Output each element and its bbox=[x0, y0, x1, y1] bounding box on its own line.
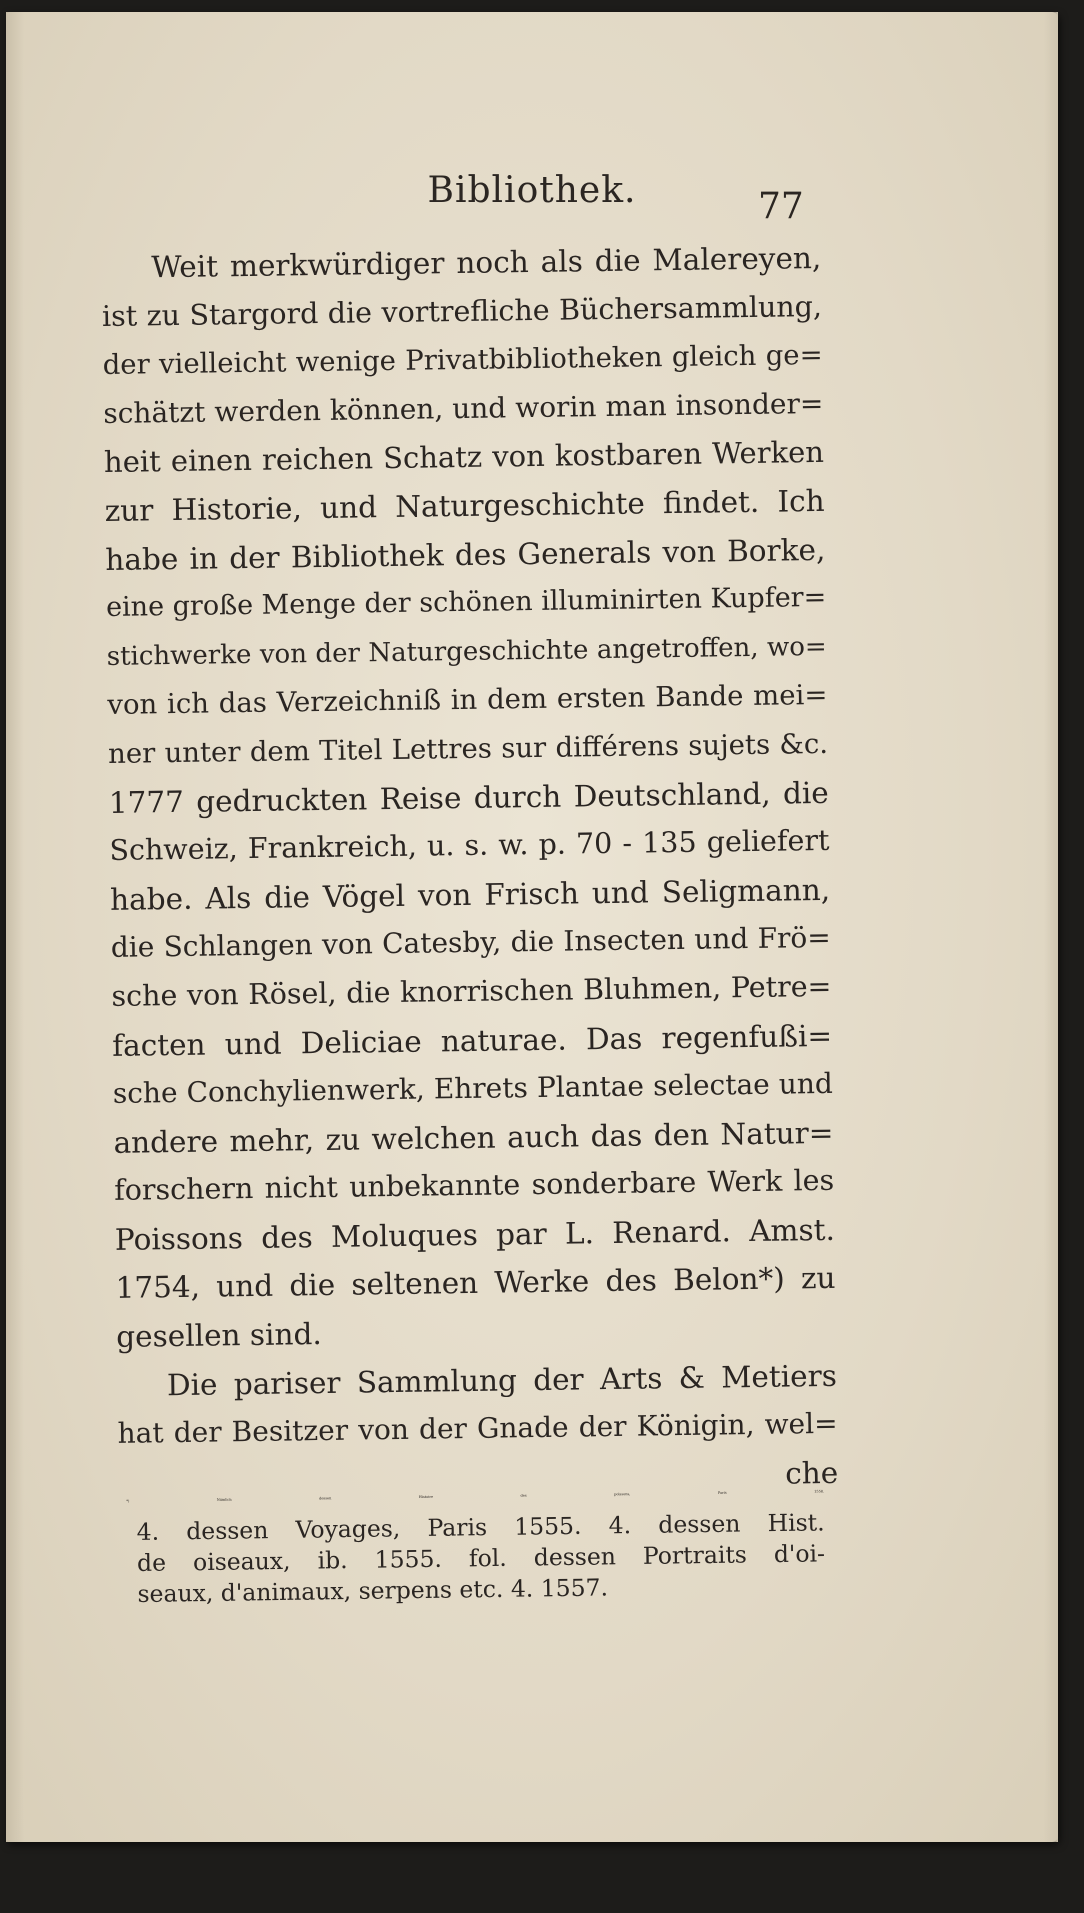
text-line: die Schlangen von Catesby, die Insecten und Frö= bbox=[110, 921, 831, 965]
text-line: habe. Als die Vögel von Frisch und Seligmann, bbox=[109, 872, 831, 917]
text-line: habe in der Bibliothek des Generals von Borke, bbox=[105, 532, 826, 577]
text-line: sche Conchylienwerk, Ehrets Plantae selectae und bbox=[112, 1066, 834, 1111]
text-line: zur Historie, und Naturgeschichte findet. Ich bbox=[104, 483, 825, 528]
text-line: gesellen sind. bbox=[116, 1317, 322, 1354]
text-line: andere mehr, zu welchen auch das den Natur= bbox=[113, 1115, 834, 1160]
text-line: forschern nicht unbekannte sonderbare Werk les bbox=[113, 1164, 835, 1208]
text-line: Die pariser Sammlung der Arts & Metiers bbox=[166, 1358, 838, 1402]
footnote bbox=[126, 1476, 826, 1610]
text-line: schätzt werden können, und worin man insonder= bbox=[103, 386, 824, 430]
text-line: stichwerke von der Naturgeschichte angetroffen, wo= bbox=[106, 631, 827, 672]
text-line: der vielleicht wenige Privatbibliotheken gleich ge= bbox=[102, 339, 823, 382]
footnote-line: seaux, d'animaux, serpens etc. 4. 1557. bbox=[137, 1573, 609, 1608]
catchword: che bbox=[785, 1455, 839, 1491]
text-line: sche von Rösel, die knorrischen Bluhmen, Petre= bbox=[111, 969, 832, 1013]
book-page bbox=[6, 12, 1058, 1842]
text-line: hat der Besitzer von der Gnade der Königin, wel= bbox=[117, 1407, 838, 1451]
text-line: heit einen reichen Schatz von kostbaren Werken bbox=[103, 435, 825, 480]
footnote-line: de oiseaux, ib. 1555. fol. dessen Portraits d'oi- bbox=[136, 1539, 826, 1577]
text-line: ist zu Stargord die vortrefliche Büchersammlung, bbox=[101, 289, 823, 333]
text-line: 1754, und die seltenen Werke des Belon*) zu bbox=[115, 1261, 836, 1306]
text-line: von ich das Verzeichniß in dem ersten Bande mei= bbox=[107, 679, 828, 722]
text-line: eine große Menge der schönen illuminirten Kupfer= bbox=[105, 582, 827, 624]
page-binding-shadow bbox=[6, 12, 24, 1842]
page-header bbox=[6, 162, 1058, 227]
text-line: Poissons des Moluques par L. Renard. Amst. bbox=[114, 1212, 836, 1257]
footnote-line: *) Nämlich dessen Histoire des poissons, Paris 1558. bbox=[126, 1489, 825, 1504]
text-line: facten und Deliciae naturae. Das regenfußi= bbox=[111, 1018, 833, 1063]
body-text bbox=[101, 234, 839, 1507]
text-line: Weit merkwürdiger noch als die Malereyen, bbox=[151, 240, 822, 285]
page-number: 77 bbox=[758, 186, 804, 227]
running-head: Bibliothek. bbox=[427, 170, 637, 211]
page-edge-shadow bbox=[1044, 12, 1058, 1842]
text-line: Schweiz, Frankreich, u. s. w. p. 70 - 135 geliefert bbox=[109, 824, 830, 868]
text-line: ner unter dem Titel Lettres sur différens sujets &c. bbox=[107, 727, 829, 770]
footnote-line: 4. dessen Voyages, Paris 1555. 4. dessen Hist. bbox=[136, 1508, 825, 1546]
text-line: 1777 gedruckten Reise durch Deutschland, die bbox=[108, 775, 829, 820]
